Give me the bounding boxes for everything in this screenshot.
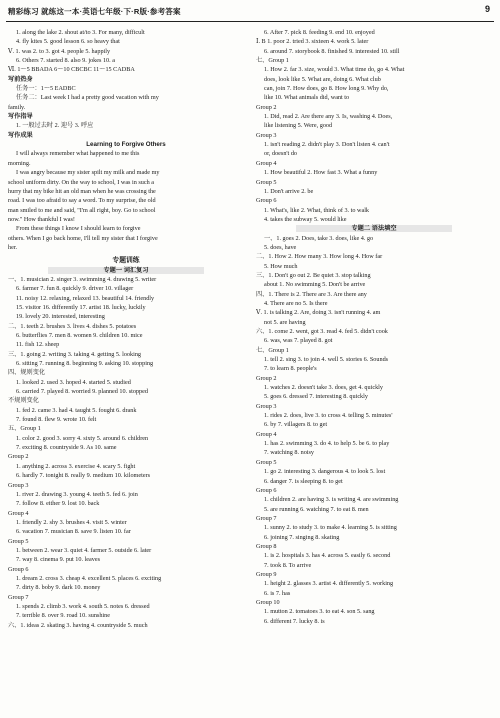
answer-line: 1. Don't arrive 2. be (264, 187, 314, 195)
answer-line: Group 6 (8, 565, 29, 573)
answer-line: 1. go 2. interesting 3. dangerous 4. to look 5. lost (264, 468, 386, 476)
answer-line: 5. How much (264, 262, 298, 270)
answer-line: not 5. are having (264, 318, 306, 326)
answer-line: 7. follow 8. either 9. lost 10. back (16, 500, 100, 508)
answer-line: 1. between 2. wear 3. quiet 4. farmer 5. outside 6. later (16, 546, 152, 554)
section-heading (8, 266, 244, 275)
answer-line: 6. hardly 7. tonight 8. really 9. medium 10. kilometers (16, 472, 151, 480)
subheading-line: 专题训练 (112, 257, 140, 265)
answer-line: 5. does, have (264, 243, 297, 251)
answer-line: 七、Group 1 (256, 57, 289, 65)
answer-line: 6. different 7. lucky 8. is (264, 617, 325, 625)
answer-line: 1. watches 2. doesn't take 3. does, get 4. quickly (264, 384, 383, 392)
answer-line: 1. isn't reading 2. didn't play 3. Don't listen 4. can't (264, 141, 390, 149)
answer-line: From these things I know I should learn to forgive (16, 225, 141, 233)
answer-line: Group 3 (256, 402, 277, 410)
answer-line: 6. farmer 7. fun 8. quickly 9. driver 10. villager (16, 285, 134, 293)
answer-line: can, join 7. How does, go 8. How long 9. Why do, (264, 85, 389, 93)
answer-line: Group 5 (8, 537, 29, 545)
answer-line: Group 3 (8, 481, 29, 489)
answer-line: 不规则变化 (8, 397, 39, 405)
answer-line: Group 7 (8, 593, 29, 601)
answer-line: 1. friendly 2. shy 3. brushes 4. visit 5. winter (16, 518, 127, 526)
answer-line: 1. 一般过去时 2. 迎号 3. 呼应 (16, 122, 94, 130)
answer-line: family. (8, 103, 26, 111)
answer-line: 19. lovely 20. interested, interesting (16, 313, 105, 321)
answer-line: like listening 5. Were, good (264, 122, 333, 130)
section-heading (256, 224, 492, 233)
answer-line: 6. After 7. pick 8. feeding 9. end 10. enjoyed (264, 29, 375, 36)
answer-line: 1. What's, like 2. What, think of 3. to walk (264, 206, 370, 214)
answer-line: 1. color 2. good 3. sorry 4. sixty 5. around 6. children (16, 434, 149, 442)
answer-line: 6. danger 7. is sleeping 8. to get (264, 477, 343, 485)
answer-line: 1. mutton 2. tomatoes 3. to eat 4. son 5. sang (264, 608, 375, 616)
subheading-line: Learning to Forgive Others (86, 141, 166, 149)
answer-line: road. I was too afraid to say a word. To my surprise, the old (8, 197, 156, 205)
answer-line: 任务一：1～5 EADBC (16, 85, 76, 93)
answer-line: 1. How beautiful 2. How fast 3. What a funny (264, 169, 378, 177)
answer-line: 1. spends 2. climb 3. work 4. south 5. notes 6. dressed (16, 602, 150, 610)
answer-line: 7. took 8. To arrive (264, 561, 312, 569)
answer-line: or, doesn't do (264, 150, 298, 158)
answer-line: 1. sunny 2. to study 3. to make 4. learning 5. is sitting (264, 524, 397, 532)
answer-line: 4. There are no 5. Is there (264, 299, 328, 307)
answer-line: 1. along the lake 2. shout at/to 3. For many, difficult (16, 29, 145, 36)
subheading-line: 写前热身 (8, 75, 33, 83)
answer-line: 任务二：Last week I had a pretty good vacation with my (16, 94, 159, 102)
answer-line: like 10. What animals did, want to (264, 94, 350, 102)
answer-line: 1. Did, read 2. Are there any 3. Is, washing 4. Does, (264, 113, 393, 121)
answer-line: Group 9 (256, 570, 277, 578)
answer-line: 1. height 2. glasses 3. artist 4. differently 5. working (264, 580, 394, 588)
answer-line: does, look like 5. What are, doing 6. What club (264, 75, 381, 83)
answer-line: 6. Others 7. started 8. also 9. jokes 10. a (16, 57, 115, 65)
answer-line: Ⅰ. B 1. poor 2. tried 3. sixteen 4. work 5. later (256, 38, 369, 46)
answer-line: 三、1. going 2. writing 3. taking 4. getting 5. looking (8, 350, 142, 358)
answer-line: man smiled to me and said, "I'm all right, boy. Go to school (8, 206, 156, 214)
answer-line: about 1. No swimming 5. Don't be arrive (264, 281, 366, 289)
answer-line: Group 10 (256, 598, 280, 606)
subheading-line: 写作指导 (8, 113, 33, 121)
answer-line: 1. is 2. hospitals 3. has 4. across 5. easily 6. second (264, 552, 391, 560)
answer-line: Group 2 (8, 453, 29, 461)
answer-line: 5. goes 6. dressed 7. interesting 8. quickly (264, 393, 368, 401)
answer-line: 6. around 7. storybook 8. finished 9. interested 10. still (264, 47, 400, 55)
answer-line: 一、1. goes 2. Does, take 3. does, like 4. go (264, 234, 374, 242)
answer-line: 1. river 2. drawing 3. young 4. teeth 5. fed 6. join (16, 490, 138, 498)
answer-line: 1. rides 2. does, live 3. to cross 4. telling 5. minutes' (264, 412, 393, 420)
section-heading-text: 专题一 词汇复习 (103, 266, 149, 274)
answer-line: 7. terrible 8. over 9. road 10. sunshine (16, 612, 110, 620)
section-heading-text: 专题二 语法填空 (351, 225, 397, 233)
answer-line: Group 7 (256, 514, 277, 522)
answer-line: 1. anything 2. across 3. exercise 4. scary 5. fight (16, 462, 136, 470)
page-number: 9 (484, 4, 490, 14)
header-title: 精彩练习 就练这一本·英语七年级·下·R版·参考答案 (8, 7, 181, 16)
answer-line: Group 3 (256, 131, 277, 139)
answer-line: 七、Group 1 (256, 346, 289, 354)
answer-line: 6. butterflies 7. men 8. women 9. children 10. mice (16, 332, 143, 339)
answer-line: 1. has 2. swimming 3. do 4. to help 5. be 6. to play (264, 440, 390, 448)
answer-line: 7. to learn 8. people's (264, 365, 317, 373)
answer-line: Ⅴ. 1. was 2. to 3. got 4. people 5. happily (8, 47, 111, 55)
answer-line: Group 5 (256, 458, 277, 466)
answer-line: her. (8, 243, 18, 251)
answer-line: 6. was, was 7. played 8. got (264, 337, 333, 345)
answer-line: Group 6 (256, 486, 277, 494)
answer-line: morning. (8, 159, 31, 167)
answer-line: 六、1. come 2. went, got 3. read 4. fed 5. didn't cook (256, 328, 388, 335)
answer-line: Ⅴ. 1. is talking 2. Are, doing 3. isn't running 4. am (256, 309, 381, 317)
answer-line: Ⅵ. 1～5 BBADA 6～10 CBCBC 11～15 CADBA (8, 66, 135, 74)
right-column (256, 28, 492, 626)
answer-line: 6. vacation 7. musician 8. save 9. listen 10. far (16, 528, 131, 536)
answer-line: 4. takes the subway 5. would like (264, 215, 347, 223)
answer-line: 1. tell 2. sing 3. to join 4. well 5. stories 6. Sounds (264, 356, 389, 364)
answer-line: Group 4 (8, 509, 29, 517)
answer-line: 6. is 7. has (264, 589, 291, 597)
answer-line: school uniform dirty. On the way to school, I was in such a (8, 178, 155, 186)
subheading-line: 写作成果 (8, 131, 33, 139)
answer-line: 四、1. There is 2. There are 3. Are there any (256, 290, 367, 298)
answer-line: 三、1. Don't go out 2. Be quiet 3. stop talking (256, 271, 371, 279)
answer-line: 五、Group 1 (8, 425, 41, 433)
answer-line: 二、1. teeth 2. brushes 3. lives 4. dishes 5. potatoes (8, 322, 137, 330)
answer-line: 7. dirty 8. boby 9. dark 10. money (16, 584, 101, 592)
answer-line: 15. visitor 16. differently 17. artist 18. lucky, luckily (16, 303, 146, 311)
header-rule (6, 21, 494, 22)
answer-line: Group 4 (256, 430, 277, 438)
page-header (0, 0, 500, 24)
answer-line: 1. looked 2. used 3. hoped 4. started 5. studied (16, 378, 131, 386)
answer-line: Group 2 (256, 103, 277, 111)
answer-line: 二、1. How 2. How many 3. How long 4. How far (256, 253, 383, 261)
answer-line: 1. children 2. are having 3. is writing 4. are swimming (264, 496, 399, 504)
answer-line: Group 4 (256, 159, 277, 167)
answer-line: 四、规则变化 (8, 369, 46, 377)
answer-line: I was angry because my sister spilt my milk and made my (16, 169, 160, 177)
answer-line: hurry that my bike hit an old man when he was crossing the (8, 187, 156, 195)
answer-line: 1. dream 2. cross 3. cheap 4. excellent 5. places 6. exciting (16, 574, 162, 582)
answer-line: 11. fish 12. sheep (16, 341, 60, 349)
answer-line: 一、1. musician 2. singer 3. swimming 4. drawing 5. writer (8, 275, 157, 283)
left-column (8, 28, 244, 630)
answer-line: Group 8 (256, 542, 277, 550)
answer-line: 6. joining 7. singing 8. skating (264, 533, 340, 541)
answer-line: 5. are running 6. watching 7. to eat 8. men (264, 505, 369, 513)
answer-line: 7. exciting 8. countryside 9. As 10. same (16, 444, 117, 452)
answer-line: Group 6 (256, 197, 277, 205)
answer-line: 7. way 8. cinema 9. put 10. leaves (16, 556, 101, 564)
answer-line: 4. fly kites 5. good lesson 6. so heavy that (16, 38, 120, 46)
answer-line: 7. found 8. flew 9. wrote 10. felt (16, 416, 97, 424)
answer-line: 1. How 2. far 3. size, would 3. What time do, go 4. What (264, 66, 405, 74)
answer-line: 7. watching 8. noisy (264, 449, 315, 457)
answer-line: 六、1. ideas 2. skating 3. having 4. countryside 5. much (8, 621, 148, 629)
answer-line: 6. carried 7. played 8. worried 9. planned 10. stopped (16, 388, 148, 396)
answer-line: now." How thankful I was! (8, 215, 75, 223)
answer-line: 1. fed 2. came 3. had 4. taught 5. fought 6. drank (16, 406, 137, 414)
answer-line: Group 5 (256, 178, 277, 186)
watermark-logo (412, 682, 492, 712)
answer-line: others. When I go back home, I'll tell my sister that I forgive (8, 234, 158, 242)
answer-line: I will always remember what happened to me this (16, 150, 140, 158)
answer-line: 6. by 7. villagers 8. to get (264, 421, 328, 429)
answer-line: Group 2 (256, 374, 277, 382)
answer-line: 11. noisy 12. relaxing, relaxed 13. beautiful 14. friendly (16, 294, 155, 302)
answer-line: 6. sitting 7. running 8. beginning 9. asking 10. stopping (16, 360, 154, 368)
